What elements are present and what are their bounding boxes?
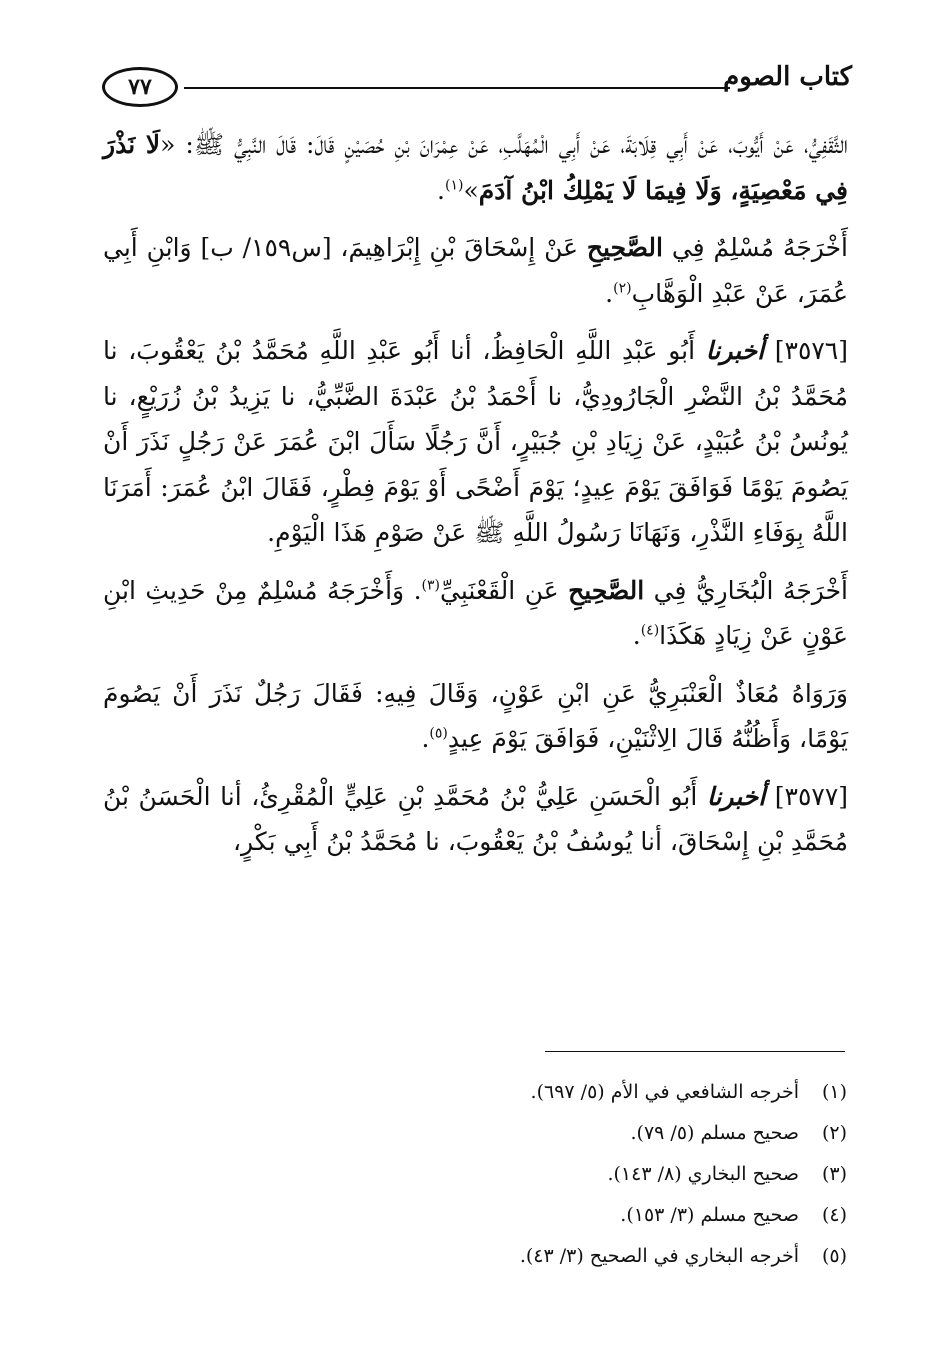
p2-end: . [605,278,614,308]
p5-end: . [421,724,430,753]
footnote-text: صحيح البخاري (٨/ ١٤٣). [607,1163,799,1185]
footnote-ref-2[interactable]: (٢) [613,280,632,297]
paragraph-2 [103,225,848,316]
p1-line1: الثَّقَفِيُّ، عَنْ أَيُّوبَ، عَنْ أَبِي قِلَابَةَ، عَنْ أَبِي الْمُهَلَّبِ، عَنْ عِمْرَانَ بْنِ حُصَيْنٍ [344,130,848,159]
page-number-badge: ٧٧ [102,67,178,107]
footnote-number: (٤) [821,1204,847,1226]
footnotes [427,1072,847,1277]
footnote-text: صحيح مسلم (٥/ ٧٩). [630,1122,799,1144]
p1-end: . [437,175,445,205]
p2-sahih: الصَّحِيحِ [586,233,663,262]
p4-post: . وَأَخْرَجَهُ مُسْلِمٌ مِنْ حَدِيثِ ابْنِ عَوْنٍ عَنْ زِيَادٍ هَكَذَا [103,575,848,650]
akhbarana-label: أخبرنا [705,336,765,365]
footnote-ref-4[interactable]: (٤) [640,622,660,639]
p5-text: وَرَوَاهُ مُعَاذٌ الْعَنْبَرِيُّ عَنِ ابْنِ عَوْنٍ، وَقَالَ فِيهِ: فَقَالَ رَجُلٌ نَذَرَ أَنْ يَصُومَ يَوْمًا، وَأَظُنُّهُ قَالَ الِاثْنَيْنِ، فَوَافَقَ يَوْمَ عِيدٍ [103,678,848,753]
paragraph-5 [103,671,848,762]
page-header [100,58,852,118]
main-text [103,122,848,865]
p4-sahih: الصَّحِيحِ [568,575,645,605]
p4-mid: عَنِ الْقَعْنَبِيِّ [440,575,569,605]
paragraph-3 [103,328,848,556]
paragraph-6 [103,774,848,865]
footnote-divider [545,1051,845,1052]
paragraph-1 [103,122,848,213]
p1-line2-post: » [463,175,479,205]
footnote-number: (١) [821,1081,847,1103]
akhbarana-label: أخبرنا [706,781,766,811]
p1-line2-pre: قَالَ: قَالَ النَّبِيُّ ﷺ: « [160,130,335,159]
p2-pre: أَخْرَجَهُ مُسْلِمٌ فِي [662,233,848,262]
p2-post: عَنْ إِسْحَاقَ بْنِ إِبْرَاهِيمَ، [س١٥٩/ ب] وَابْنِ أَبِي عُمَرَ، عَنْ عَبْدِ الْوَهَّابِ [103,233,848,308]
p4-pre: أَخْرَجَهُ الْبُخَارِيُّ فِي [644,575,848,605]
hadith-number-3576: [٣٥٧٦] [774,336,848,365]
footnote-number: (٥) [821,1245,847,1267]
footnote-text: صحيح مسلم (٣/ ١٥٣). [620,1204,799,1226]
hadith-number-3577: [٣٥٧٧] [774,781,849,811]
footnote-item [427,1195,847,1236]
footnote-item [427,1072,847,1113]
footnote-item [427,1236,847,1277]
footnote-text: أخرجه الشافعي في الأم (٥/ ٦٩٧). [530,1081,799,1103]
paragraph-4 [103,568,848,659]
footnote-item [427,1113,847,1154]
p4-end: . [632,621,641,650]
footnote-ref-5[interactable]: (٥) [429,725,448,742]
footnote-number: (٣) [821,1163,847,1185]
footnote-number: (٢) [821,1122,847,1144]
p6-text: أَبُو الْحَسَنِ عَلِيُّ بْنُ مُحَمَّدِ بْنِ عَلِيٍّ الْمُقْرِئُ، أنا الْحَسَنُ بْنُ مُحَمَّدِ بْنِ إِسْحَاقَ، أنا يُوسُفُ بْنُ يَعْقُوبَ، نا مُحَمَّدُ بْنُ أَبِي بَكْرٍ، [103,781,848,856]
footnote-ref-1[interactable]: (١) [444,177,464,194]
header-rule [184,87,730,89]
footnote-ref-3[interactable]: (٣) [421,577,441,594]
p3-text: أَبُو عَبْدِ اللَّهِ الْحَافِظُ، أنا أَبُو عَبْدِ اللَّهِ مُحَمَّدُ بْنُ يَعْقُوبَ، نا مُحَمَّدُ بْنُ النَّضْرِ الْجَارُودِيُّ، نا أَحْمَدُ بْنُ عَبْدَةَ الضَّبِّيُّ، نا يَزِيدُ بْنُ زُرَيْعٍ، نا يُونُسُ بْنُ عُبَيْدٍ، عَنْ زِيَادِ بْنِ جُبَيْرٍ، أَنَّ رَجُلًا سَأَلَ ابْنَ عُمَرَ عَنْ رَجُلٍ نَذَرَ أَنْ يَصُومَ يَوْمًا فَوَافَقَ يَوْمَ عِيدٍ؛ يَوْمَ أَضْحًى أَوْ يَوْمَ فِطْرٍ، فَقَالَ ابْنُ عُمَرَ: أَمَرَنَا اللَّهُ بِوَفَاءِ النَّذْرِ، وَنَهَانَا رَسُولُ اللَّهِ ﷺ عَنْ صَوْمِ هَذَا الْيَوْمِ. [103,336,848,547]
chapter-title: كتاب الصوم [723,62,852,92]
footnote-item [427,1154,847,1195]
p1-hadith-text: لَا نَذْرَ فِي مَعْصِيَةٍ، وَلَا فِيمَا لَا يَمْلِكُ ابْنُ آدَمَ [103,130,848,205]
footnote-text: أخرجه البخاري في الصحيح (٣/ ٤٣). [519,1245,799,1267]
